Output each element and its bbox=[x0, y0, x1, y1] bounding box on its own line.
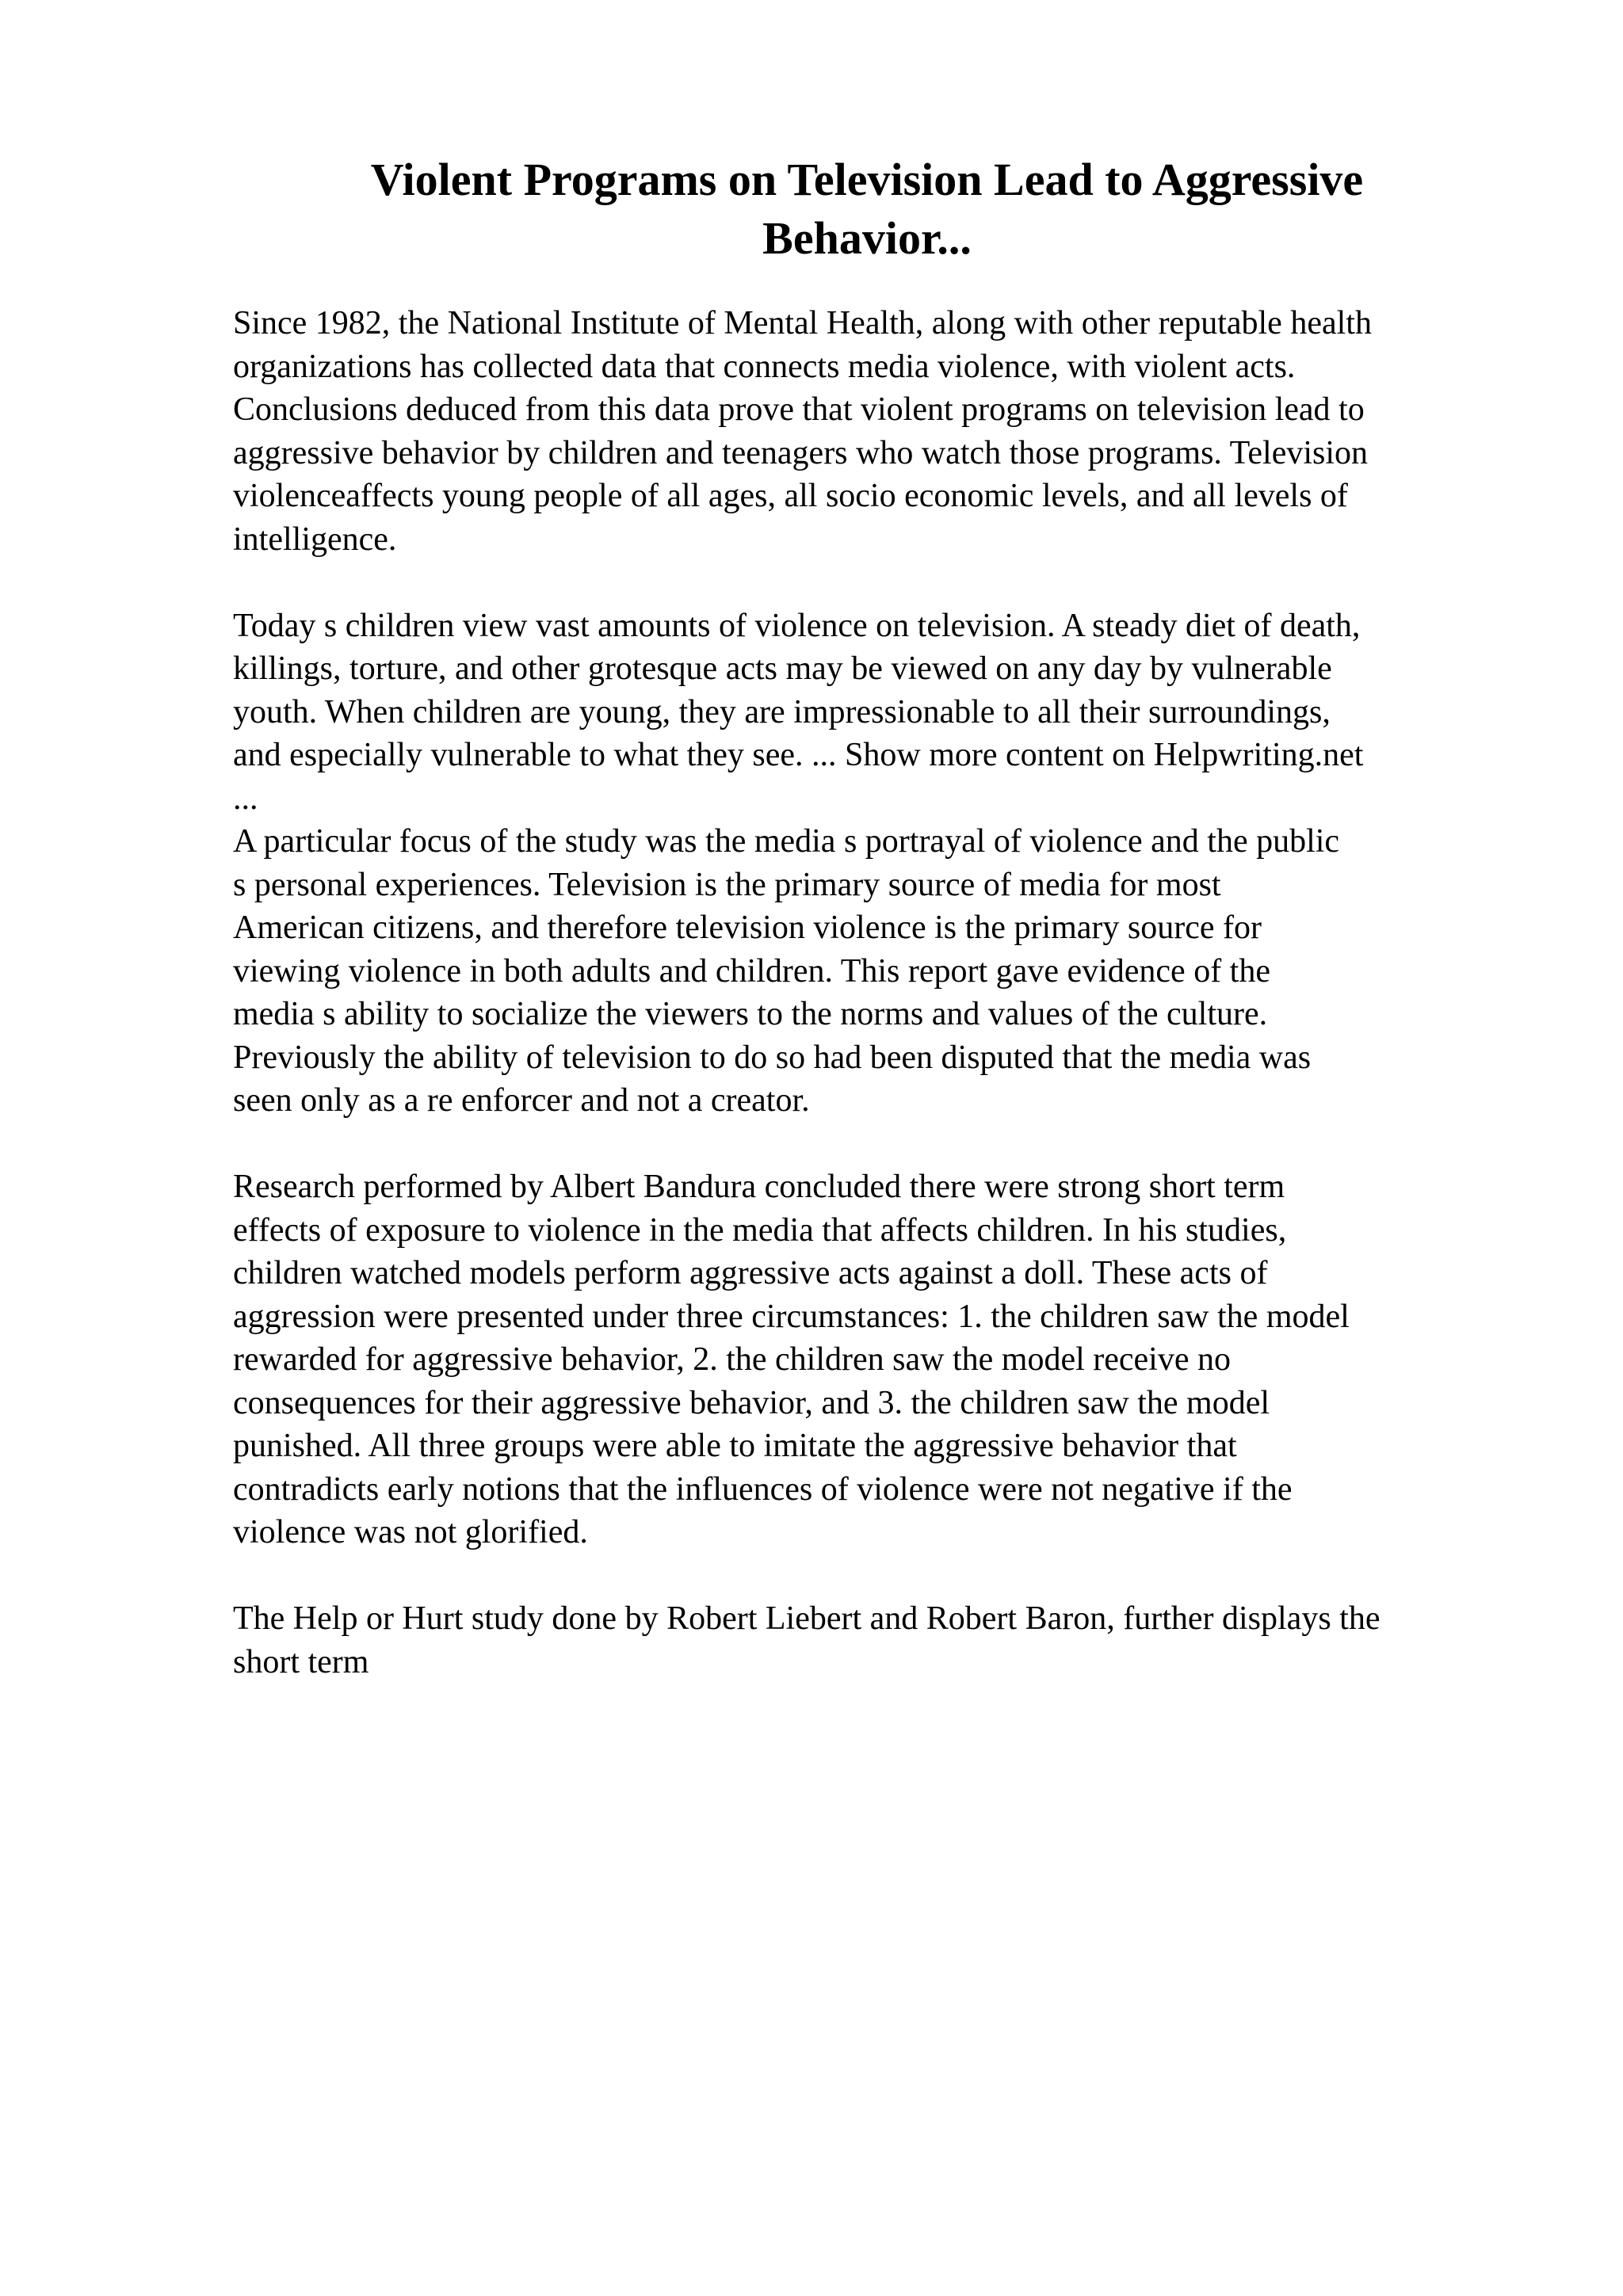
text-line: punished. All three groups were able to imitate the aggressive behavior that bbox=[233, 1428, 1237, 1464]
text-line: killings, torture, and other grotesque acts may be viewed on any day by vulnerable bbox=[233, 650, 1332, 687]
text-line: Research performed by Albert Bandura concluded there were strong short term bbox=[233, 1169, 1285, 1205]
text-line: seen only as a re enforcer and not a creator. bbox=[233, 1082, 810, 1119]
text-line: Today s children view vast amounts of violence on television. A steady diet of death, bbox=[233, 607, 1361, 644]
text-line: organizations has collected data that connects media violence, with violent acts. bbox=[233, 348, 1296, 385]
text-line: media s ability to socialize the viewers to the norms and values of the culture. bbox=[233, 996, 1268, 1032]
text-line: Previously the ability of television to do so had been disputed that the media was bbox=[233, 1039, 1312, 1076]
document-body bbox=[233, 302, 1533, 1684]
paragraph bbox=[233, 302, 1533, 561]
title-line: Behavior... bbox=[762, 212, 972, 264]
title-line: Violent Programs on Television Lead to Aggressive bbox=[370, 154, 1364, 205]
paragraph-gap bbox=[233, 561, 1533, 605]
text-line: s personal experiences. Television is the primary source of media for most bbox=[233, 866, 1221, 903]
text-line: American citizens, and therefore television violence is the primary source for bbox=[233, 910, 1262, 946]
text-line: violenceaffects young people of all ages, all socio economic levels, and all levels of bbox=[233, 478, 1348, 514]
document-title bbox=[233, 151, 1501, 268]
text-line: viewing violence in both adults and children. This report gave evidence of the bbox=[233, 952, 1270, 990]
text-line: violence was not glorified. bbox=[233, 1514, 588, 1550]
text-line: aggression were presented under three circumstances: 1. the children saw the model bbox=[233, 1298, 1350, 1335]
text-line: Conclusions deduced from this data prove that violent programs on television lead to bbox=[233, 391, 1365, 428]
paragraph bbox=[233, 1597, 1533, 1684]
text-line: and especially vulnerable to what they see. ... Show more content on Helpwriting.net bbox=[233, 737, 1364, 773]
text-line: children watched models perform aggressive acts against a doll. These acts of bbox=[233, 1255, 1268, 1291]
text-line: The Help or Hurt study done by Robert Liebert and Robert Baron, further displays the bbox=[233, 1600, 1381, 1637]
text-line: ... bbox=[233, 780, 258, 817]
paragraph-gap bbox=[233, 1123, 1533, 1166]
text-line: consequences for their aggressive behavior, and 3. the children saw the model bbox=[233, 1384, 1270, 1421]
paragraph bbox=[233, 1165, 1533, 1554]
text-line: short term bbox=[233, 1643, 369, 1680]
text-line: Since 1982, the National Institute of Mental Health, along with other reputable health bbox=[233, 305, 1372, 341]
text-line: rewarded for aggressive behavior, 2. the children saw the model receive no bbox=[233, 1341, 1231, 1378]
text-line: effects of exposure to violence in the media that affects children. In his studies, bbox=[233, 1211, 1287, 1249]
paragraph bbox=[233, 605, 1533, 1123]
text-line: intelligence. bbox=[233, 521, 397, 558]
text-line: youth. When children are young, they are impressionable to all their surroundings, bbox=[233, 693, 1331, 730]
text-line: aggressive behavior by children and teenagers who watch those programs. Television bbox=[233, 434, 1369, 471]
paragraph-gap bbox=[233, 1554, 1533, 1598]
text-line: contradicts early notions that the influences of violence were not negative if the bbox=[233, 1470, 1293, 1508]
text-line: A particular focus of the study was the media s portrayal of violence and the public bbox=[233, 823, 1340, 860]
